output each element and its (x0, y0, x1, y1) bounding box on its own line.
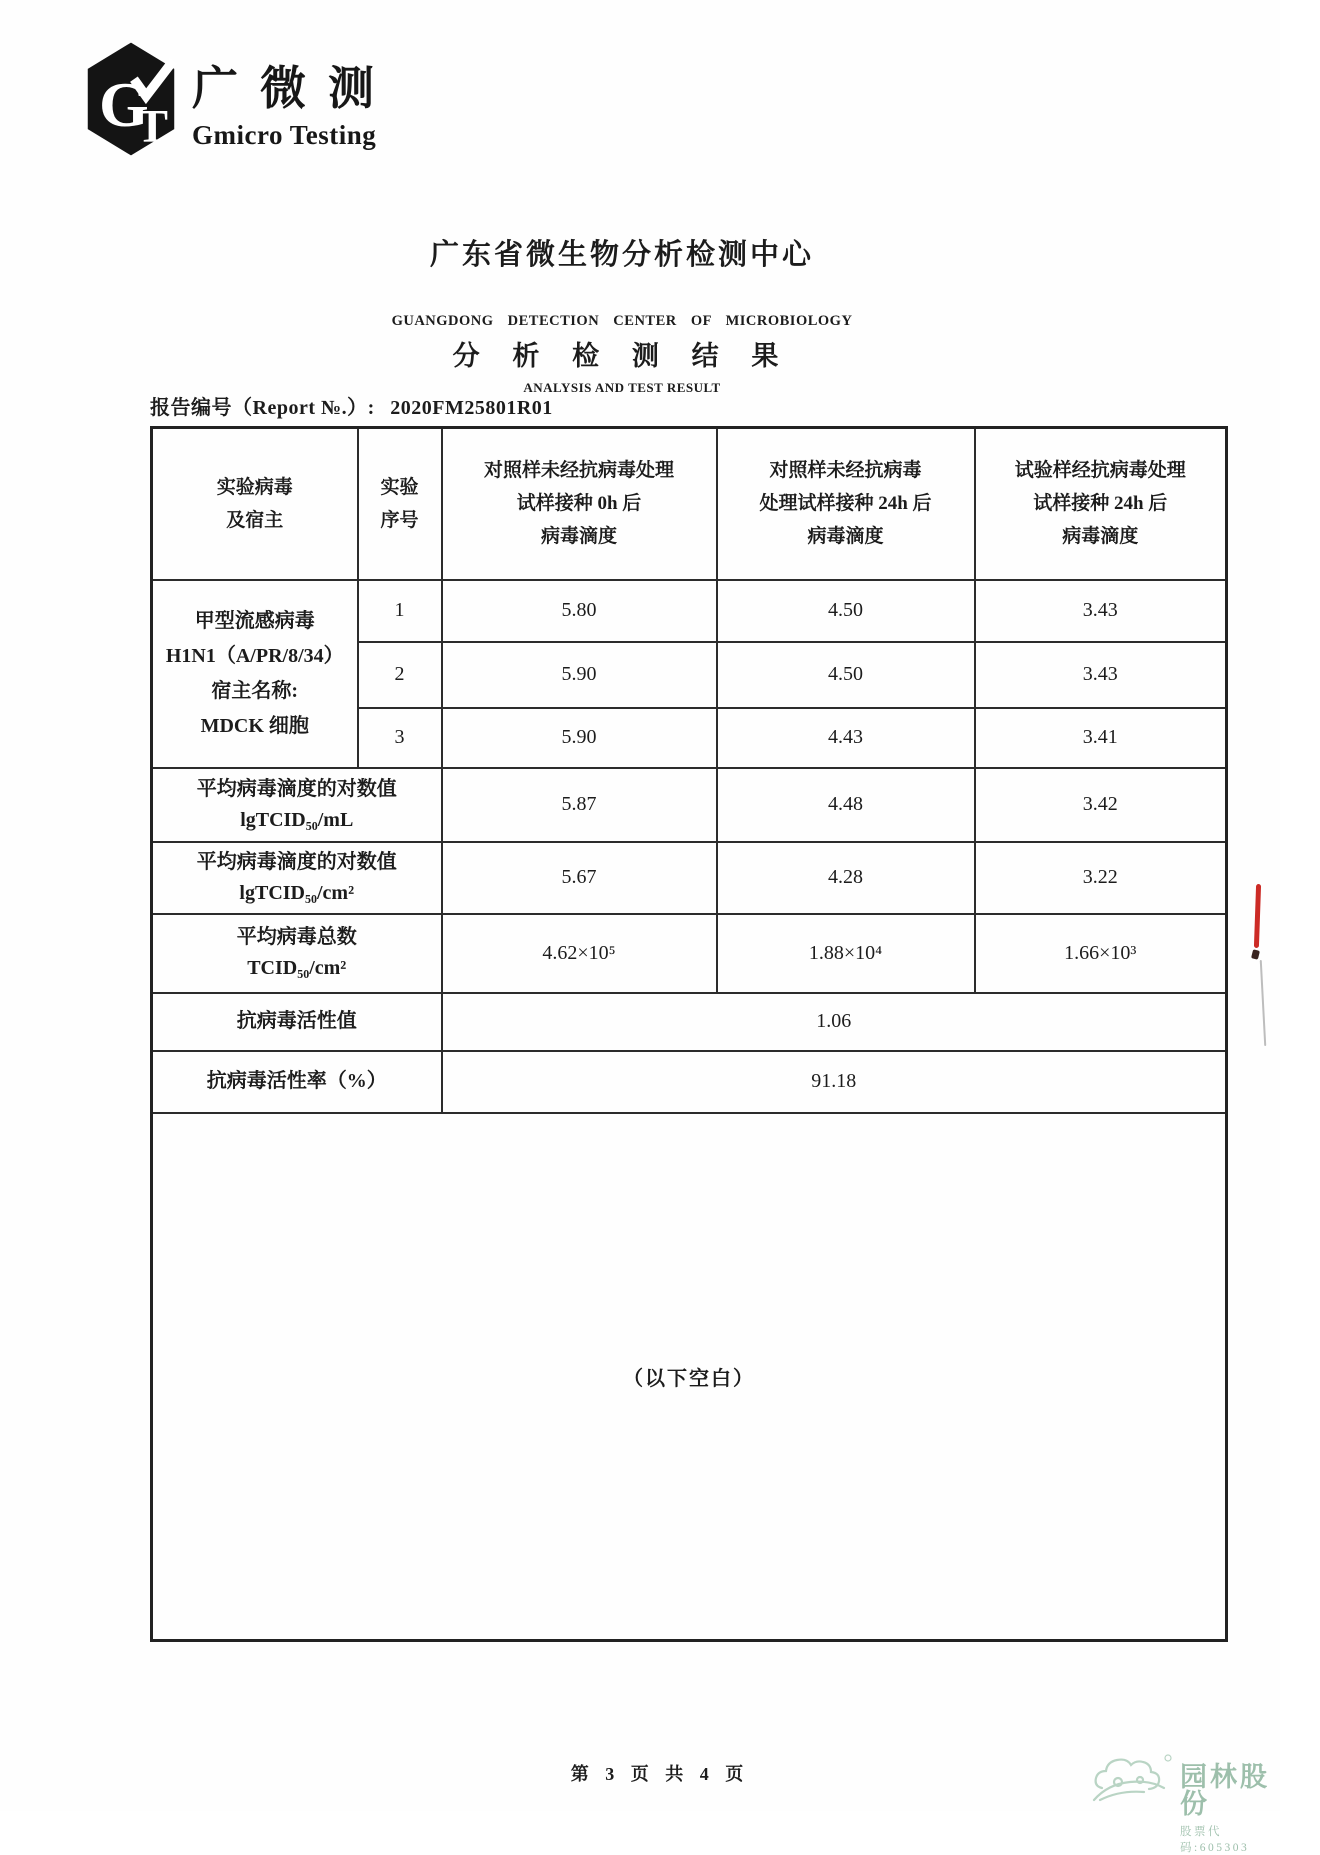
titer-24h-treated-value: 3.43 (975, 580, 1227, 642)
yuanlin-watermark-text (1180, 1742, 1280, 1855)
header-titer-24h-control (717, 428, 975, 580)
titer-24h-treated-value: 3.43 (975, 642, 1227, 708)
doc-title-en: ANALYSIS AND TEST RESULT (523, 380, 721, 395)
header-line: 试验样经抗病毒处理 (1014, 459, 1186, 481)
table-header-row (152, 428, 1227, 580)
gmicro-logo (84, 38, 396, 160)
row-label-line: 平均病毒总数 (236, 926, 357, 948)
antiviral-activity-rate-label: 抗病毒活性率（%） (152, 1051, 442, 1113)
row-label-line: TCID₅₀/cm² (247, 957, 347, 979)
antiviral-activity-value-label: 抗病毒活性值 (152, 993, 442, 1051)
header-line: 病毒滴度 (1062, 526, 1139, 548)
avg-log-titer-cm2-row (152, 842, 1227, 914)
avg-value: 5.87 (442, 768, 717, 842)
titer-0h-value: 5.90 (442, 642, 717, 708)
yuanlin-cloud-icon (1088, 1742, 1174, 1808)
header-titer-0h (442, 428, 717, 580)
logo-name-en: Gmicro Testing (192, 120, 377, 150)
antiviral-activity-value-row (152, 993, 1227, 1051)
page-number: 第 3 页 共 4 页 (570, 1764, 750, 1784)
avg-value: 4.48 (717, 768, 975, 842)
yuanlin-stock-code: 股票代码:605303 (1180, 1826, 1250, 1854)
virus-host-line: H1N1（A/PR/8/34） (165, 644, 344, 667)
avg-value: 1.88×10⁴ (717, 914, 975, 993)
antiviral-activity-rate-row (152, 1051, 1227, 1113)
avg-value: 1.66×10³ (975, 914, 1227, 993)
header-line: 处理试样接种 24h 后 (759, 493, 932, 515)
avg-log-titer-ml-row (152, 768, 1227, 842)
avg-value: 3.42 (975, 768, 1227, 842)
header-line: 对照样未经抗病毒处理 (483, 459, 674, 481)
logo-name-cn: 广微测 (192, 63, 396, 114)
avg-total-virus-row (152, 914, 1227, 993)
doc-title-cn: 分 析 检 测 结 果 (452, 341, 792, 371)
org-name-cn: 广东省微生物分析检测中心 (429, 239, 814, 271)
avg-value: 4.28 (717, 842, 975, 914)
header-line: 病毒滴度 (540, 526, 617, 548)
header-line: 及宿主 (226, 509, 284, 531)
logo-letter-g: G (99, 69, 149, 141)
title-block (0, 232, 1244, 396)
titer-0h-value: 5.80 (442, 580, 717, 642)
titer-24h-control-value: 4.43 (717, 708, 975, 768)
avg-value: 5.67 (442, 842, 717, 914)
trial-row-1 (152, 580, 1227, 642)
row-label-line: 平均病毒滴度的对数值 (196, 850, 397, 873)
yuanlin-company-name: 园林股份 (1180, 1762, 1270, 1819)
blank-below-note: （以下空白） (152, 1113, 1227, 1641)
faint-pen-mark (1260, 960, 1266, 1046)
header-line: 实验 (380, 476, 419, 498)
avg-log-titer-ml-label (152, 768, 442, 842)
titer-24h-treated-value: 3.41 (975, 708, 1227, 768)
results-table (150, 426, 1228, 1642)
virus-host-line: 甲型流感病毒 (194, 609, 315, 632)
header-line: 对照样未经抗病毒 (769, 459, 922, 481)
trial-no: 1 (358, 580, 442, 642)
titer-24h-control-value: 4.50 (717, 642, 975, 708)
header-line: 序号 (380, 509, 419, 531)
header-titer-24h-treated (975, 428, 1227, 580)
antiviral-activity-rate-value: 91.18 (442, 1051, 1227, 1113)
header-line: 试样接种 0h 后 (516, 493, 642, 515)
antiviral-activity-value: 1.06 (442, 993, 1227, 1051)
trial-no: 2 (358, 642, 442, 708)
header-virus-host (152, 428, 358, 580)
header-trial-no (358, 428, 442, 580)
virus-host-cell (152, 580, 358, 768)
avg-value: 3.22 (975, 842, 1227, 914)
report-number-label: 报告编号（Report №.）: (150, 397, 375, 419)
header-line: 试样接种 24h 后 (1033, 493, 1168, 515)
virus-host-line: MDCK 细胞 (200, 714, 309, 737)
yuanlin-watermark (1088, 1742, 1280, 1855)
logo-letter-t: T (136, 100, 168, 153)
red-stamp-fleck (1251, 949, 1260, 959)
virus-host-line: 宿主名称: (211, 679, 299, 702)
avg-total-virus-label (152, 914, 442, 993)
trial-no: 3 (358, 708, 442, 768)
avg-value: 4.62×10⁵ (442, 914, 717, 993)
org-name-en: GUANGDONG DETECTION CENTER OF MICROBIOLOGY (391, 313, 853, 329)
row-label-line: lgTCID₅₀/mL (240, 808, 354, 831)
header-line: 实验病毒 (216, 476, 293, 498)
row-label-line: lgTCID₅₀/cm² (239, 881, 355, 904)
red-stamp-mark (1254, 884, 1261, 948)
blank-row (152, 1113, 1227, 1641)
row-label-line: 平均病毒滴度的对数值 (196, 777, 397, 800)
report-number-line (150, 391, 553, 420)
titer-0h-value: 5.90 (442, 708, 717, 768)
logo-text (192, 38, 396, 151)
report-number-value: 2020FM25801R01 (390, 397, 553, 419)
header-line: 病毒滴度 (807, 526, 884, 548)
titer-24h-control-value: 4.50 (717, 580, 975, 642)
avg-log-titer-cm2-label (152, 842, 442, 914)
gmicro-hexagon-icon (84, 38, 178, 160)
